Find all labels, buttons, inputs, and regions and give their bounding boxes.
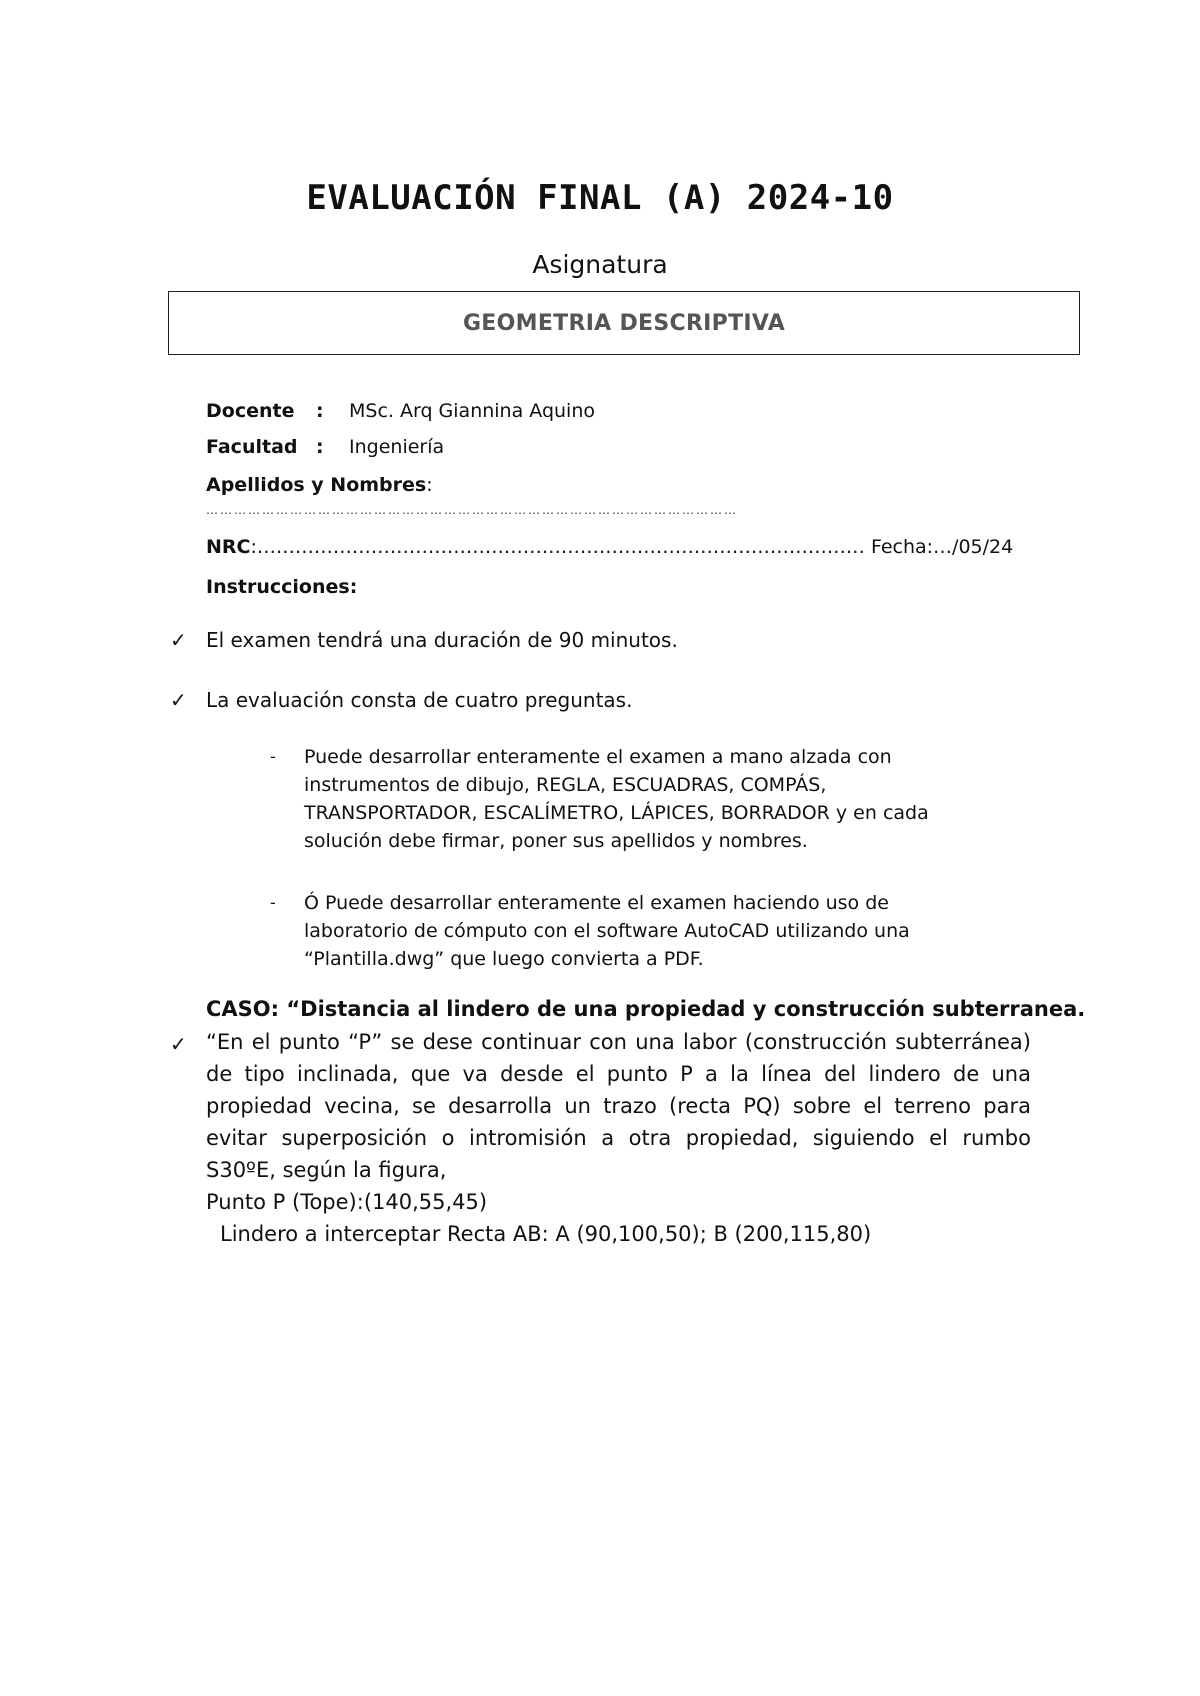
lindero-line: Lindero a interceptar Recta AB: A (90,100,50); B (200,115,80) <box>220 1222 872 1246</box>
facultad-value: Ingeniería <box>349 436 445 458</box>
instruction-item-1: El examen tendrá una duración de 90 minutos. <box>206 628 678 652</box>
nombres-label: Apellidos y Nombres <box>206 474 427 496</box>
bullet-icon: - <box>270 747 276 766</box>
docente-colon: : <box>316 400 324 422</box>
course-name: GEOMETRIA DESCRIPTIVA <box>462 310 786 336</box>
course-name-box <box>168 291 1080 355</box>
checkmark-icon: ✓ <box>170 1032 187 1056</box>
case-description: “En el punto “P” se dese continuar con una labor (construcción subterránea) de tipo inclinada, que va desde el punto P a la línea del lindero de una propiedad vecina, se desarrolla un trazo (recta PQ) sobre el terreno para evitar superposición o intromisión a otra propiedad, siguiendo el rumbo S30ºE, según la figura, <box>206 1030 1031 1182</box>
exam-title: EVALUACIÓN FINAL (A) 2024-10 <box>306 178 894 218</box>
case-title: CASO: “Distancia al lindero de una propiedad y construcción subterranea. <box>206 997 1086 1021</box>
bullet-icon: - <box>270 893 276 912</box>
docente-label: Docente <box>206 400 295 422</box>
nrc-label: NRC <box>206 536 251 558</box>
checkmark-icon: ✓ <box>170 688 187 712</box>
nrc-row <box>206 536 1013 558</box>
facultad-label: Facultad <box>206 436 298 458</box>
fecha-field: Fecha:…/05/24 <box>870 536 1014 558</box>
facultad-row <box>206 436 444 458</box>
case-body <box>206 1026 1031 1250</box>
instruction-subitem-1: Puede desarrollar enteramente el examen a mano alzada con instrumentos de dibujo, REGLA, ESCUADRAS, COMPÁS, TRANSPORTADOR, ESCALÍMETRO, LÁPICES, BORRADOR y en cada solución debe firmar, poner sus apellidos y nombres. <box>304 746 929 852</box>
punto-p: Punto P (Tope):(140,55,45) <box>206 1190 488 1214</box>
nombres-row <box>206 474 433 496</box>
nombres-blank-line: …………………………………………………………………………………………………… <box>206 503 738 517</box>
instruction-subitem-2: Ó Puede desarrollar enteramente el examen haciendo uso de laboratorio de cómputo con el software AutoCAD utilizando una “Plantilla.dwg” que luego convierta a PDF. <box>304 892 910 970</box>
facultad-colon: : <box>316 436 324 458</box>
docente-value: MSc. Arq Giannina Aquino <box>349 400 595 422</box>
subject-heading: Asignatura <box>532 250 668 279</box>
instrucciones-row <box>206 576 357 598</box>
docente-row <box>206 400 595 422</box>
checkmark-icon: ✓ <box>170 628 187 652</box>
nrc-blank-line: :…………………………………………………………………………………… <box>250 536 871 558</box>
instrucciones-label: Instrucciones: <box>206 576 358 598</box>
instruction-item-2: La evaluación consta de cuatro preguntas. <box>206 688 633 712</box>
nombres-colon: : <box>426 474 433 496</box>
